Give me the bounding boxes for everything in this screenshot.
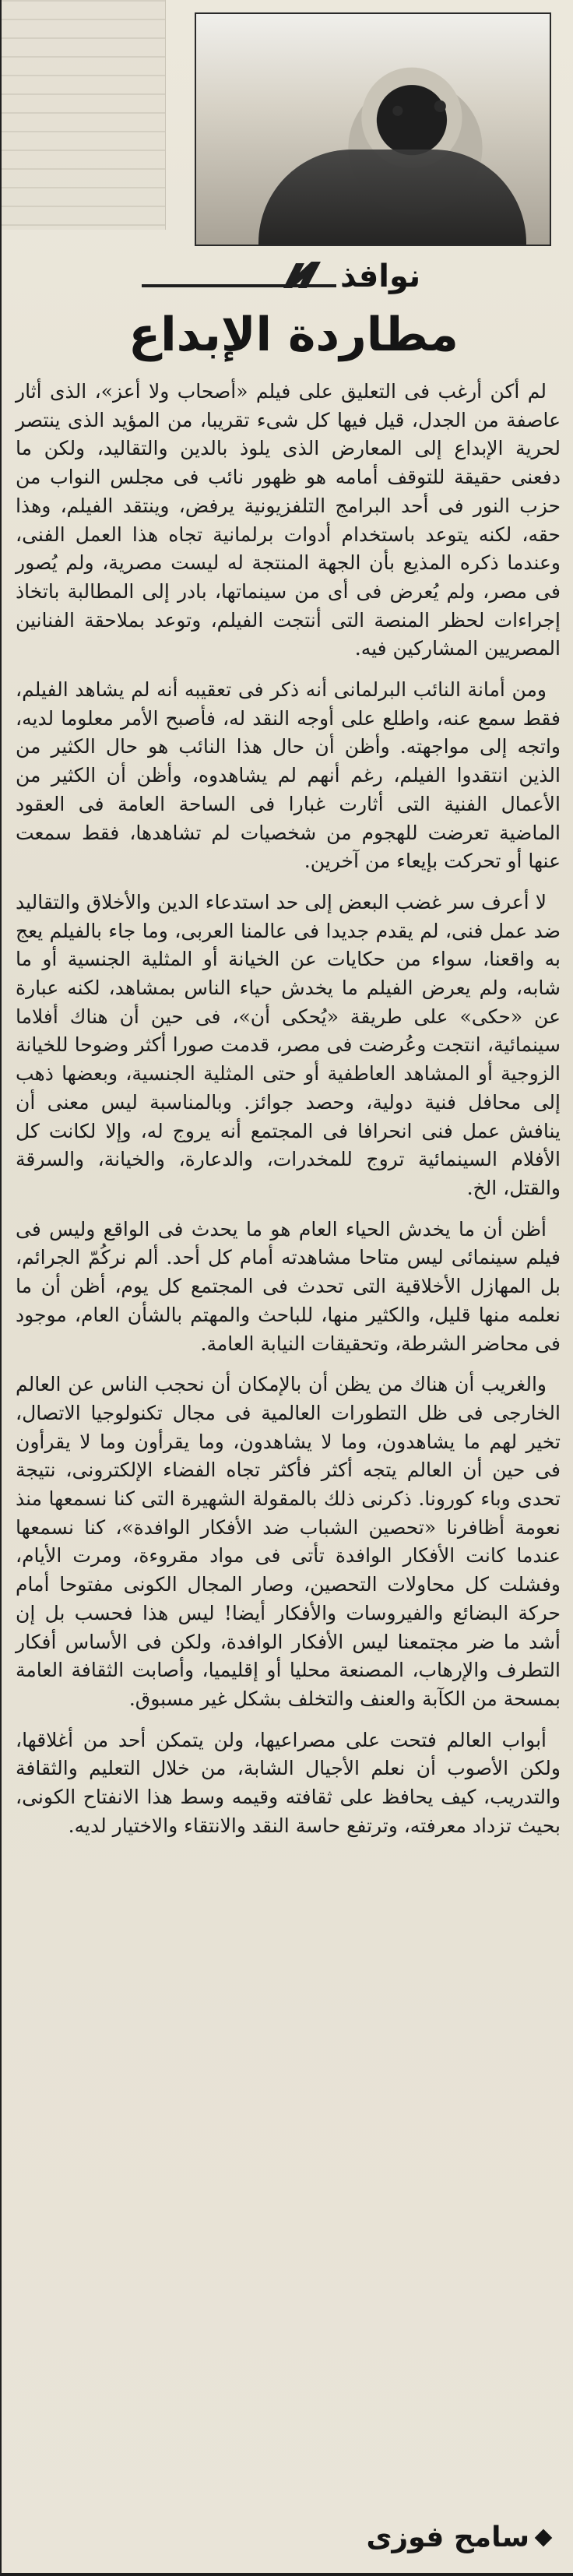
author-name: سامح فوزى [366,2521,529,2553]
article-paragraph: والغريب أن هناك من يظن أن بالإمكان أن نحجب الناس عن العالم الخارجى فى ظل التطورات العالمية فى مجال تكنولوجيا الاتصال، تخير لهم ما يشاهدون، وما لا يشاهدون، وما يقرأون وما لا يقرأون فى حين أن العالم يتجه أكثر فأكثر تجاه الفضاء الإلكترونى، نتيجة تحدى وباء كورونا. ذكرنى ذلك بالمقولة الشهيرة التى كنا نسمعها منذ نعومة أظافرنا «تحصين الشباب ضد الأفكار الوافدة»، كنا نسمعها عندما كانت الأفكار الوافدة تأتى فى مواد مقروءة، ومرت الأيام، وفشلت كل محاولات التحصين، وصار المجال الكونى مفتوحا أمام حركة البضائع والفيروسات والأفكار أيضا! ليس هذا فحسب بل إن أشد ما ضر مجتمعنا ليس الأفكار الوافدة، ولكن فى الأساس أفكار التطرف والإرهاب، المصنعة محليا أو إقليميا، وأصابت الثقافة العامة بمسحة من الكآبة والعنف والتخلف بشكل غير مسبوق. [16,1373,561,1710]
diamond-bullet-icon [535,2528,553,2546]
article-paragraph: لم أكن أرغب فى التعليق على فيلم «أصحاب ولا أعز»، الذى أثار عاصفة من الجدل، قيل فيها كل شىء تقريبا، من المؤيد الذى ينتصر لحرية الإبداع إلى المعارض الذى يلوذ بالدين والتقاليد، ولكن ما دفعنى حقيقة للتوقف أمامه هو ظهور نائب فى مجلس النواب من حزب النور فى أحد البرامج التلفزيونية يرفض، وينتقد الفيلم، وهذا حقه، لكنه يتوعد باستخدام أدوات برلمانية تجاه هذا العمل الفنى، وعندما ذكره المذيع بأن الجهة المنتجة له ليست مصرية، ولم يُصور فى مصر، ولم يُعرض فى أى من سينماتها، بادر إلى المطالبة باتخاذ إجراءات لحظر المنصة التى أنتجت الفيلم، وتوعد بملاحقة الفنانين المصريين المشاركين فيه. [16,380,561,660]
article-body [16,378,561,1853]
article-paragraph: أبواب العالم فتحت على مصراعيها، ولن يتمكن أحد من أغلاقها، ولكن الأصوب أن نعلم الأجيال الشابة، من خلال التعليم والثقافة والتدريب، كيف يحافظ على ثقافته وقيمه وسط هذا الانفتاح الكونى، بحيث تزداد معرفته، وترتفع حاسة النقد والانتقاء والاختيار لديه. [16,1728,561,1837]
author-byline [366,2521,550,2553]
n-swoosh-mark-icon [280,257,335,294]
article-paragraph: ومن أمانة النائب البرلمانى أنه ذكر فى تعقيبه أنه لم يشاهد الفيلم، فقط سمع عنه، واطلع على أوجه النقد له، فأصبح الأمر معلوما لديه، واتجه إلى مواجهته. وأظن أن حال هذا النائب هو حال الكثير من الذين انتقدوا الفيلم، رغم أنهم لم يشاهدوه، وأظن أن الكثير من الأعمال الفنية التى أثارت غبارا فى الساحة العامة فى العقود الماضية تعرضت للهجوم من شخصيات لم تشاهدها، فقط سمعت عنها أو تحركت بإيعاء من آخرين. [16,678,561,873]
column-brand-label: نوافذ [340,259,421,294]
article-title: مطاردة الإبداع [128,308,459,362]
column-brand-header [142,257,469,297]
article-paragraph: أظن أن ما يخدش الحياء العام هو ما يحدث فى الواقع وليس فى فيلم سينمائى ليس متاحا مشاهدته أمام كل أحد. ألم نركُمّ الجرائم، بل المهازل الأخلاقية التى تحدث فى المجتمع كل يوم، أظن أن ما نعلمه منها قليل، والكثير منها، للباحث والمهتم بالشأن العام، موجود فى محاضر الشرطة، وتحقيقات النيابة العامة. [16,1217,561,1355]
bottom-rule [2,2573,573,2576]
author-portrait [195,12,551,246]
article-paragraph: لا أعرف سر غضب البعض إلى حد استدعاء الدين والأخلاق والتقاليد ضد عمل فنى، لم يقدم جديدا فى عالمنا العربى، وما جاء بالفيلم يعج به واقعنا، سواء من حكايات عن الخيانة أو المثلية الجنسية أو ما شابه، ولم يعرض الفيلم ما يخدش حياء الناس بمشاهد، لكنه عبارة عن «حكى» على طريقة «يُحكى أن»، فى حين أن هناك أفلاما سينمائية، انتجت وعُرضت فى مصر، قدمت صورا أكثر وضوحا للخيانة الزوجية أو المشاهد العاطفية أو حتى المثلية الجنسية، وبعضها ذهب إلى محافل فنية دولية، وحصد جوائز. وبالمناسبة ليس معنى أن ينافش عمل فنى انحرافا فى المجتمع أنه يروج له، وإلا لكانت كل الأفلام السينمائية تروج للمخدرات، والدعارة، والخيانة، والسرقة والقتل، الخ. [16,890,561,1199]
adjacent-column-fragment [2,0,166,230]
